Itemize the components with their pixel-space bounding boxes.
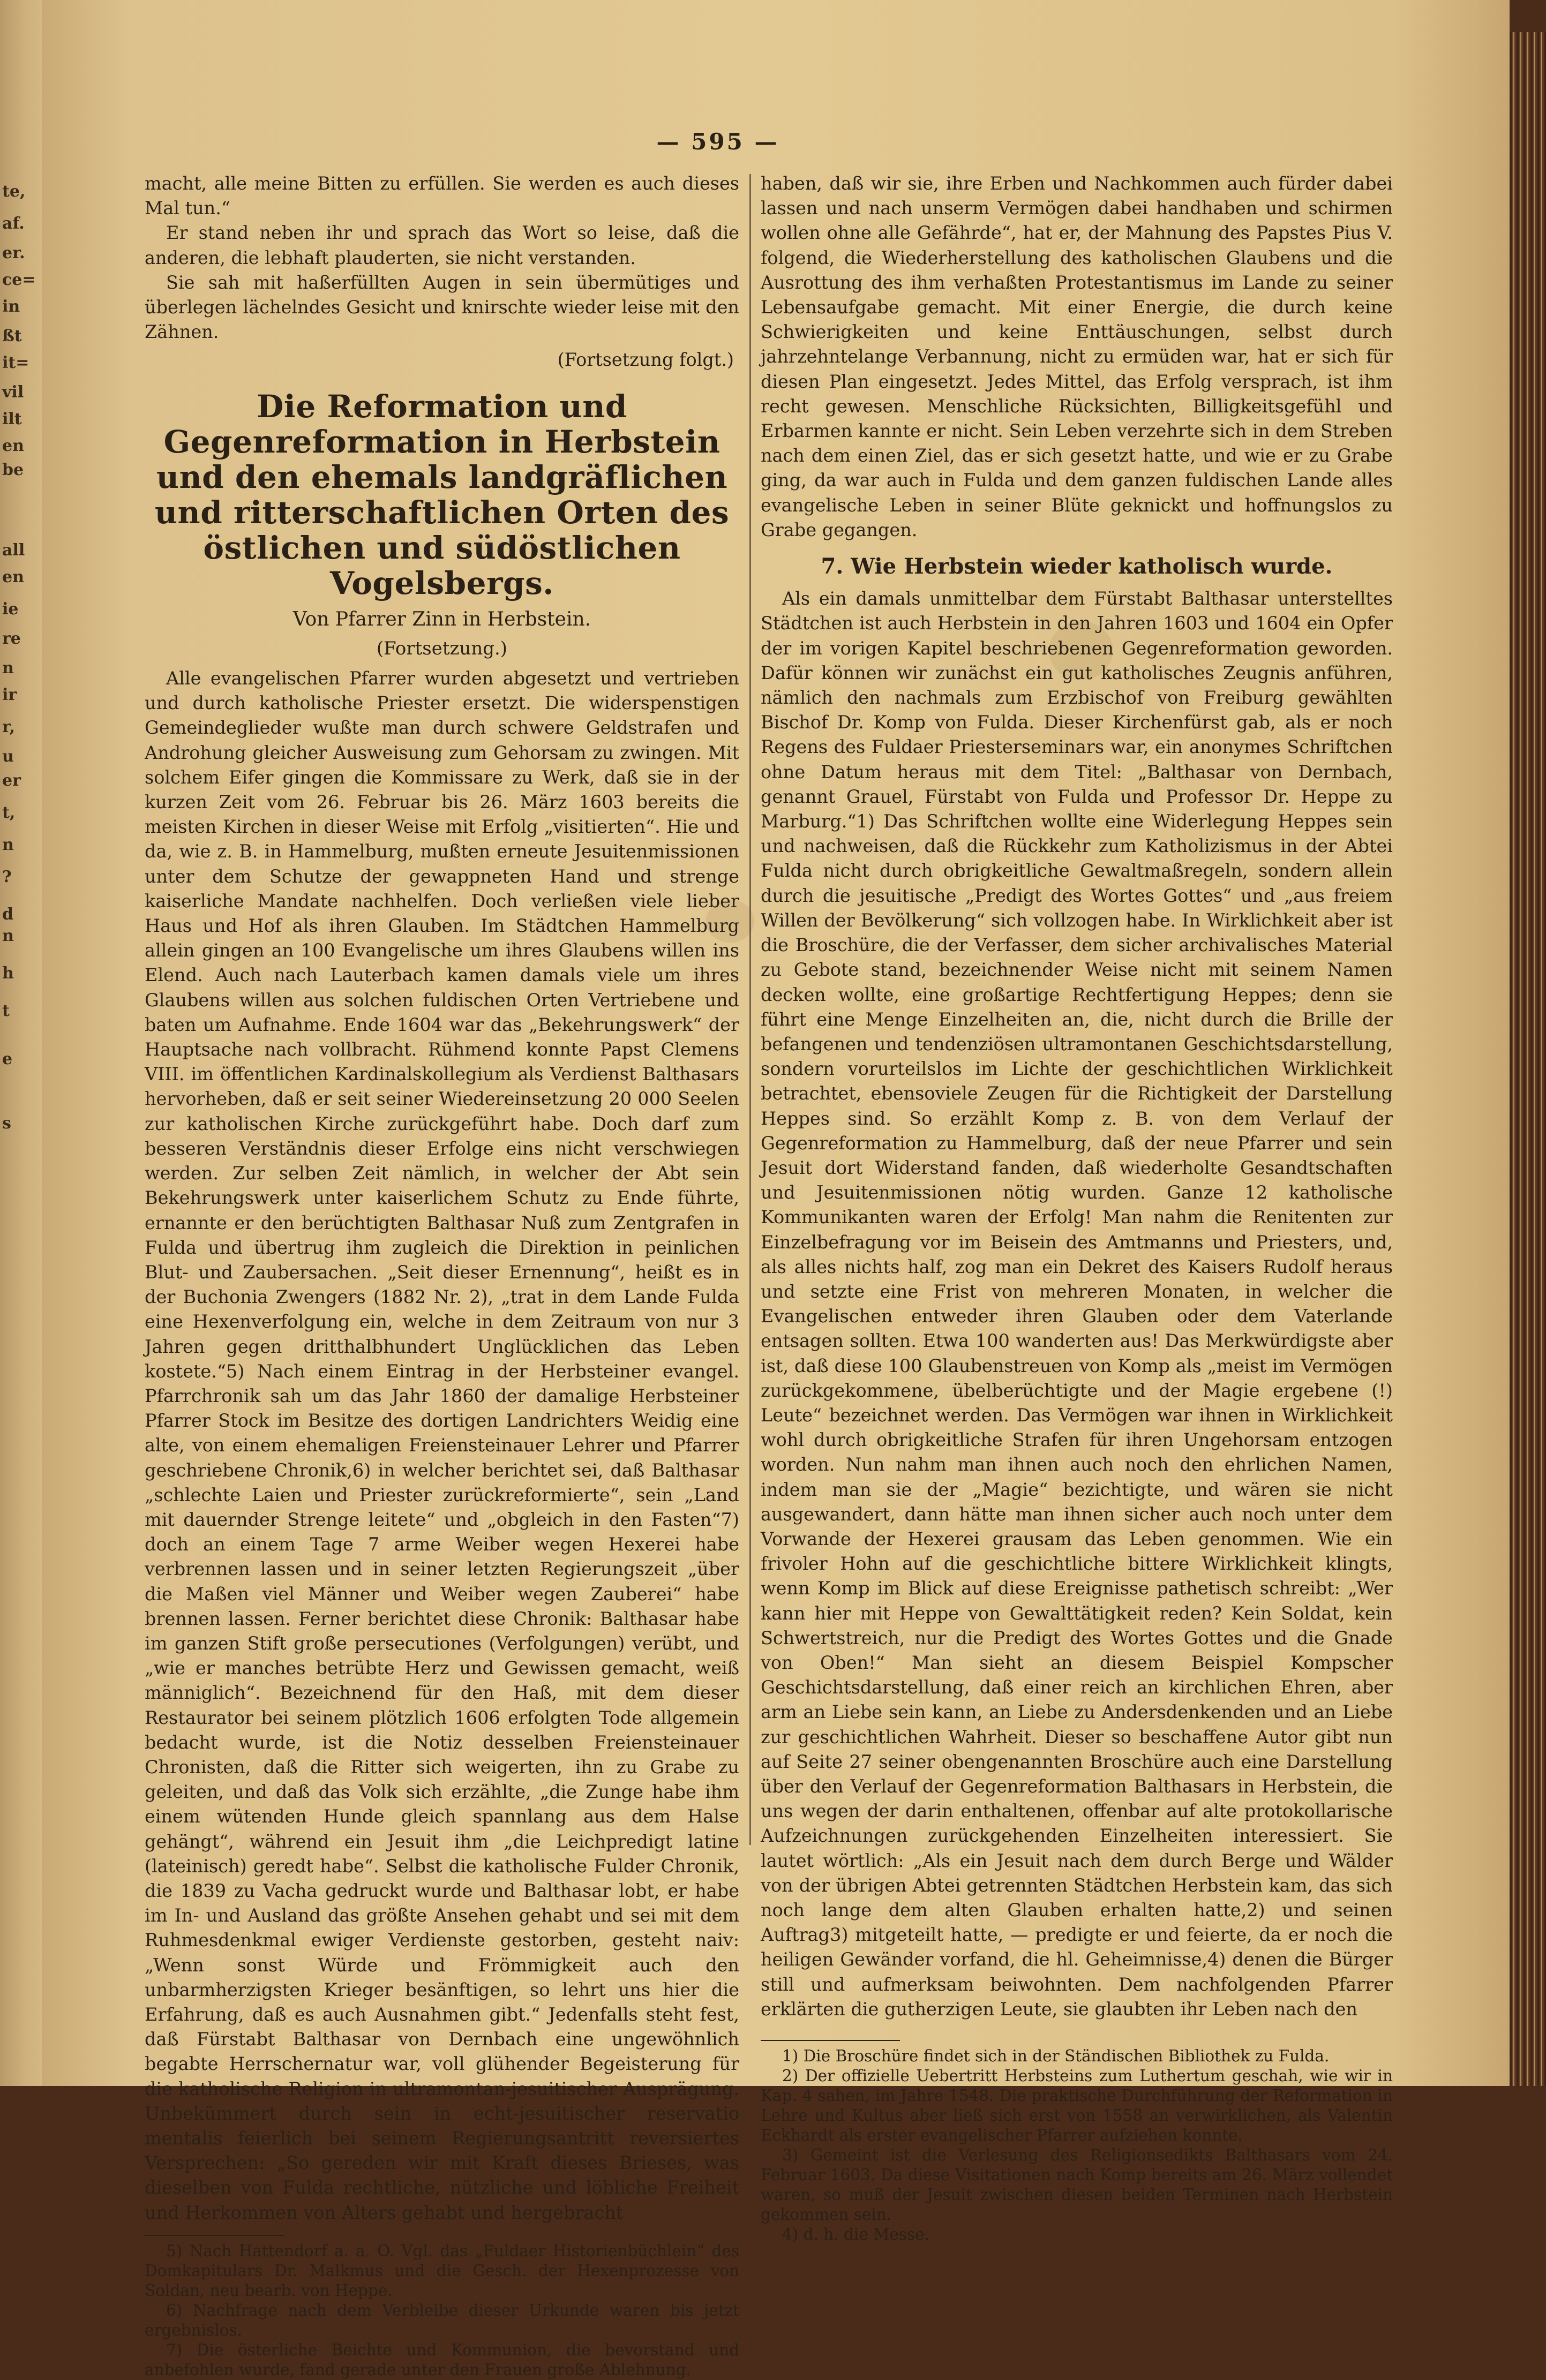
footnote: 7) Die österliche Beichte und Kommunion, die bevorstand und anbefohlen wurde, fand gerade unter den Frauen große Ablehnung. bbox=[145, 2340, 739, 2379]
adjacent-page-strip bbox=[0, 0, 42, 2086]
adjacent-page-fragment: re bbox=[2, 629, 21, 648]
to-be-continued-note: (Fortsetzung folgt.) bbox=[557, 349, 734, 371]
adjacent-page-fragment: te, bbox=[2, 182, 26, 201]
page-number: — 595 — bbox=[656, 129, 779, 155]
article-body: haben, daß wir sie, ihre Erben und Nachkommen auch fürder dabei lassen und nach unserm Vermögen dabei handhaben und schirmen wollen ohne alle Gefährde“, hat er, der Mahnung des Papstes Pius V. folgend, die Wiederherstellung des katholischen Glaubens und die Ausrottung des ihm verhaßten Protestantismus im Lande zu seiner Lebensaufgabe gemacht. Mit einer Energie, die durch keine Schwierigkeiten und keine Enttäuschungen, selbst durch jahrzehntelange Verbannung, nicht zu ermüden war, hat er sich für diesen Plan eingesetzt. Jedes Mittel, das Erfolg versprach, ist ihm recht gewesen. Menschliche Rücksichten, Billigkeitsgefühl und Erbarmen kannte er nicht. Sein Leben verzehrte sich in dem Streben nach dem einen Ziel, das er sich gesetzt hatte, und wie er zu Grabe ging, da war auch in Fulda und dem ganzen fuldischen Lande alles evangelische Leben in seiner Blüte geknickt und hoffnungslos zu Grabe gegangen. bbox=[761, 173, 1393, 540]
adjacent-page-fragment: in bbox=[2, 297, 20, 316]
footnotes-left bbox=[145, 2241, 739, 2380]
right-column bbox=[761, 171, 1393, 2245]
adjacent-page-fragment: er bbox=[2, 771, 21, 790]
adjacent-page-fragment: r, bbox=[2, 718, 16, 736]
footnote-rule bbox=[761, 2040, 900, 2041]
footnotes-right bbox=[761, 2046, 1393, 2245]
adjacent-page-fragment: t bbox=[2, 1001, 10, 1020]
adjacent-page-fragment: ir bbox=[2, 686, 17, 704]
article-title: Die Reformation und Gegenreformation in Herbstein und den ehemals landgräflichen und ritterschaftlichen Orten des östlichen und südöstlichen Vogelsbergs. bbox=[154, 388, 730, 601]
left-column bbox=[145, 171, 739, 2380]
footnote: 1) Die Broschüre findet sich in der Ständischen Bibliothek zu Fulda. bbox=[782, 2047, 1330, 2066]
adjacent-page-fragment: d bbox=[2, 905, 13, 924]
footnote: 2) Der offizielle Uebertritt Herbsteins zum Luthertum geschah, wie wir in Kap. 4 sahen, im Jahre 1548. Die praktische Durchführung der Reformation in Lehre und Kultus aber ließ sich erst von 1558 an verwirklichen, als Valentin Eckhardt als erster evangelischer Pfarrer aufziehen konnte. bbox=[761, 2067, 1393, 2145]
adjacent-page-fragment: all bbox=[2, 541, 25, 560]
article-byline: Von Pfarrer Zinn in Herbstein. bbox=[292, 608, 591, 630]
footnote: 4) d. h. die Messe. bbox=[782, 2225, 929, 2244]
adjacent-page-fragment: n bbox=[2, 659, 14, 677]
adjacent-page-fragment: e bbox=[2, 1050, 13, 1068]
adjacent-page-fragment: vil bbox=[2, 383, 24, 402]
adjacent-page-fragment: en bbox=[2, 568, 24, 586]
column-divider bbox=[749, 174, 751, 1845]
footnote: 3) Gemeint ist die Verlesung des Religionsedikts Balthasars vom 24. Februar 1603. Da diese Visitationen nach Komp bereits am 26. März vollendet waren, so muß der Jesuit zwischen diesen beiden Terminen nach Herbstein gekommen sein. bbox=[761, 2146, 1393, 2224]
adjacent-page-fragment: t, bbox=[2, 803, 16, 822]
adjacent-page-fragment: ie bbox=[2, 600, 19, 619]
article-body: Alle evangelischen Pfarrer wurden abgesetzt und vertrieben und durch katholische Priester ersetzt. Die widerspenstigen Gemeindeglieder wußte man durch schwere Geldstrafen und Androhung gleicher Ausweisung zum Gehorsam zu zwingen. Mit solchem Eifer gingen die Kommissare zu Werk, daß sie in der kurzen Zeit vom 26. Februar bis 26. März 1603 bereits die meisten Kirchen in dieser Weise mit Erfolg „visitierten“. Hie und da, wie z. B. in Hammelburg, mußten erneute Jesuitenmissionen unter dem Schutze der gewappneten Hand und strenge kaiserliche Mandate nachhelfen. Doch verließen viele lieber Haus und Hof als ihren Glauben. Im Städtchen Hammelburg allein gingen an 100 Evangelische um ihres Glaubens willen ins Elend. Auch nach Lauterbach kamen damals viele um ihres Glaubens willen aus solchen fuldischen Orten Vertriebene und baten um Aufnahme. Ende 1604 war das „Bekehrungswerk“ der Hauptsache nach vollbracht. Rühmend konnte Papst Clemens VIII. im öffentlichen Kardinalskollegium als Verdienst Balthasars hervorheben, daß er seit seiner Wiedereinsetzung 20 000 Seelen zur katholischen Kirche zurückgeführt habe. Doch darf zum besseren Verständnis dieser Erfolge eins nicht verschwiegen werden. Zur selben Zeit nämlich, in welcher der Abt sein Bekehrungswerk unter kaiserlichem Schutz zu Ende führte, ernannte er den berüchtigten Balthasar Nuß zum Zentgrafen in Fulda und übertrug ihm zugleich die Direktion in peinlichen Blut- und Zaubersachen. „Seit dieser Ernennung“, heißt es in der Buchonia Zwengers (1882 Nr. 2), „trat in dem Lande Fulda eine Hexenverfolgung ein, welche in dem Zeitraum von nur 3 Jahren gegen dritthalbhundert Unglücklichen das Leben kostete.“5) Nach einem Eintrag in der Herbsteiner evangel. Pfarrchronik sah um das Jahr 1860 der damalige Herbsteiner Pfarrer Stock im Besitze des dortigen Landrichters Weidig eine alte, von einem ehemaligen Freiensteinauer Lehrer und Pfarrer geschriebene Chronik,6) in welcher berichtet sei, daß Balthasar „schlechte Laien und Priester zurückreformierte“, sein „Land mit dauernder Strenge leitete“ und „obgleich in den Fasten“7) doch an einem Tage 7 arme Weiber wegen Hexerei habe verbrennen lassen und in seiner letzten Regierungszeit „über die Maßen viel Männer und Weiber wegen Zauberei“ habe brennen lassen. Ferner berichtet diese Chronik: Balthasar habe im ganzen Stift große persecutiones (Verfolgungen) verübt, und „wie er manches betrübte Herz und Gewissen gemacht, weiß männiglich“. Bezeichnend für den Haß, mit dem dieser Restaurator bei seinem plötzlich 1606 erfolgten Tode allgemein bedacht wurde, ist die Notiz desselben Freiensteinauer Chronisten, daß die Ritter sich weigerten, ihn zu Grabe zu geleiten, und daß das Volk sich erzählte, „die Zunge habe ihm einem wütenden Hunde gleich spannlang aus dem Halse gehängt“, während ein Jesuit ihm „die Leichpredigt latine (lateinisch) geredt habe“. Selbst die katholische Fulder Chronik, die 1839 zu Vacha gedruckt wurde und Balthasar lobt, er habe im In- und Ausland das größte Ansehen gehabt und sei mit dem Ruhmesdenkmal ewiger Verdienste gestorben, gesteht naiv: „Wenn sonst Würde und Frömmigkeit auch den unbarmherzigsten Krieger besänftigen, so lehrt uns hier die Erfahrung, daß es auch Ausnahmen gibt.“ Jedenfalls steht fest, daß Fürstabt Balthasar von Dernbach eine ungewöhnlich begabte Herrschernatur war, voll glühender Begeisterung für die katholische Religion in ultramontan-jesuitischer Ausprägung. Unbekümmert durch sein in echt-jesuitischer reservatio mentalis feierlich bei seinem Regierungsantritt reversiertes Versprechen: „So gereden wir mit Kraft dieses Brieses, was dieselben von Fulda rechtliche, nützliche und löbliche Freiheit und Herkommen von Alters gehabt und hergebracht bbox=[145, 668, 739, 2223]
adjacent-page-fragment: af. bbox=[2, 214, 25, 233]
footnote-rule bbox=[145, 2235, 284, 2236]
story-paragraph: macht, alle meine Bitten zu erfüllen. Sie werden es auch dieses Mal tun.“ bbox=[145, 173, 739, 219]
adjacent-page-fragment: be bbox=[2, 461, 24, 479]
adjacent-page-fragment: ? bbox=[2, 868, 12, 886]
continuation-label: (Fortsetzung.) bbox=[376, 637, 508, 659]
adjacent-page-fragment: it= bbox=[2, 353, 29, 372]
adjacent-page-fragment: er. bbox=[2, 244, 25, 262]
page-edges bbox=[1510, 32, 1546, 2086]
story-paragraph: Er stand neben ihr und sprach das Wort so leise, daß die anderen, die lebhaft plauderten, sie nicht verstanden. bbox=[145, 222, 739, 268]
footnote: 5) Nach Hattendorf a. a. O. Vgl. das „Fuldaer Historienbüchlein“ des Domkapitulars Dr. Malkmus und die Gesch. der Hexenprozesse von Soldan, neu bearb. von Heppe. bbox=[145, 2241, 739, 2300]
story-paragraph: Sie sah mit haßerfüllten Augen in sein übermütiges und überlegen lächelndes Gesicht und knirschte wieder leise mit den Zähnen. bbox=[145, 272, 739, 343]
adjacent-page-fragment: ßt bbox=[2, 327, 22, 345]
adjacent-page-fragment: ilt bbox=[2, 410, 22, 428]
adjacent-page-fragment: n bbox=[2, 835, 14, 854]
adjacent-page-fragment: s bbox=[2, 1114, 11, 1133]
footnote: 6) Nachfrage nach dem Verbleibe dieser Urkunde waren bis jetzt ergebnislos. bbox=[145, 2301, 739, 2339]
adjacent-page-fragment: h bbox=[2, 964, 14, 983]
adjacent-page-fragment: en bbox=[2, 436, 24, 455]
adjacent-page-fragment: u bbox=[2, 747, 14, 766]
article-body: Als ein damals unmittelbar dem Fürstabt Balthasar unterstelltes Städtchen ist auch Herbstein in den Jahren 1603 und 1604 ein Opfer der im vorigen Kapitel beschriebenen Gegenreformation geworden. Dafür können wir zunächst ein gut katholisches Zeugnis anführen, nämlich den nachmals zum Erzbischof von Freiburg gewählten Bischof Dr. Komp von Fulda. Dieser Kirchenfürst gab, als er noch Regens des Fuldaer Priesterseminars war, ein anonymes Schriftchen ohne Datum heraus mit dem Titel: „Balthasar von Dernbach, genannt Grauel, Fürstabt von Fulda und Professor Dr. Heppe zu Marburg.“1) Das Schriftchen wollte eine Widerlegung Heppes sein und nachweisen, daß die Rückkehr zum Katholizismus in der Abtei Fulda nicht durch obrigkeitliche Gewaltmaßregeln, sondern allein durch die jesuitische „Predigt des Wortes Gottes“ und „aus freiem Willen der Bevölkerung“ sich vollzogen habe. In Wirklichkeit aber ist die Broschüre, die der Verfasser, dem sicher archivalisches Material zu Gebote stand, bezeichnender Weise nicht mit seinem Namen decken wollte, eine großartige Rechtfertigung Heppes; denn sie führt eine Menge Einzelheiten an, die, nicht durch die Brille der befangenen und tendenziösen ultramontanen Geschichtsdarstellung, sondern vorurteilslos im Lichte der geschichtlichen Wirklichkeit betrachtet, ebensoviele Zeugen für die Richtigkeit der Darstellung Heppes sind. So erzählt Komp z. B. von dem Verlauf der Gegenreformation zu Hammelburg, daß der neue Pfarrer und sein Jesuit dort Widerstand fanden, daß wiederholte Gesandtschaften und Jesuitenmissionen nötig wurden. Ganze 12 katholische Kommunikanten waren der Erfolg! Man nahm die Renitenten zur Einzelbefragung vor im Beisein des Amtmanns und Priesters, und, als alles nichts half, zog man ein Dekret des Kaisers Rudolf heraus und setzte eine Frist von mehreren Monaten, in welcher die Evangelischen entweder ihren Glauben oder dem Vaterlande entsagen sollten. Etwa 100 wanderten aus! Das Merkwürdigste aber ist, daß diese 100 Glaubenstreuen von Komp als „meist im Vermögen zurückgekommene, übelberüchtigte und der Magie ergebene (!) Leute“ bezeichnet werden. Das Vermögen war ihnen in Wirklichkeit wohl durch obrigkeitliche Strafen für ihren Ungehorsam entzogen worden. Nun nahm man ihnen auch noch den ehrlichen Namen, indem man sie der „Magie“ bezichtigte, und wären sie nicht ausgewandert, dann hätte man ihnen sicher auch noch unter dem Vorwande der Hexerei grausam das Leben genommen. Wie ein frivoler Hohn auf die geschichtliche bittere Wirklichkeit klingts, wenn Komp im Blick auf diese Ereignisse pathetisch schreibt: „Wer kann hier mit Heppe von Gewalttätigkeit reden? Kein Soldat, kein Schwertstreich, nur die Predigt des Wortes Gottes und die Gnade von Oben!“ Man sieht an diesem Beispiel Kompscher Geschichtsdarstellung, daß einer reich an kirchlichen Ehren, aber arm an Liebe sein kann, an Liebe zu Andersdenkenden und an Liebe zur geschichtlichen Wahrheit. Dieser so beschaffene Autor gibt nun auf Seite 27 seiner obengenannten Broschüre auch eine Darstellung über den Verlauf der Gegenreformation Balthasars in Herbstein, die uns wegen der darin enthaltenen, offenbar auf alte protokollarische Aufzeichnungen zurückgehenden Einzelheiten interessiert. Sie lautet wörtlich: „Als ein Jesuit nach dem durch Berge und Wälder von der übrigen Abtei getrennten Städtchen Herbstein kam, das sich noch lange dem alten Glauben erhalten hatte,2) und seinen Auftrag3) mitgeteilt hatte, — predigte er und feierte, da er noch die heiligen Gewänder vorfand, die hl. Geheimnisse,4) denen die Bürger still und aufmerksam beiwohnten. Dem nachfolgenden Pfarrer erklärten die gutherzigen Leute, sie glaubten ihr Leben nach den bbox=[761, 588, 1393, 2020]
section-title: 7. Wie Herbstein wieder katholisch wurde. bbox=[821, 554, 1333, 579]
adjacent-page-fragment: ce= bbox=[2, 270, 36, 289]
adjacent-page-fragment: n bbox=[2, 927, 14, 945]
